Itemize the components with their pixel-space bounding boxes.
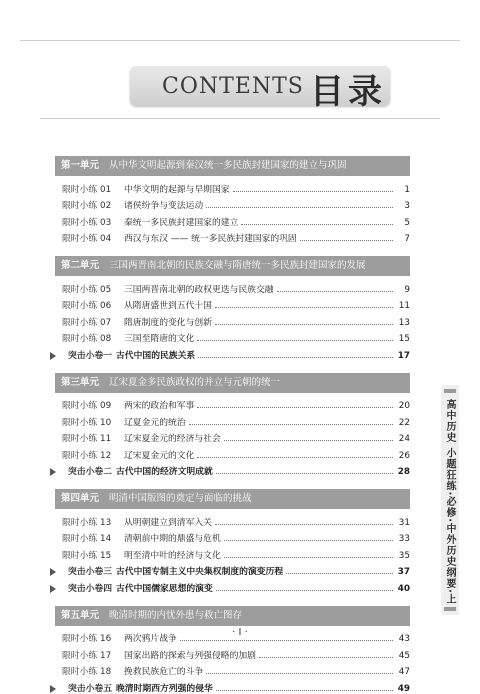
- toc-entry[interactable]: [62, 311, 410, 328]
- entry-title: 从明朝建立到清军入关: [124, 517, 212, 528]
- dot-leader: [189, 424, 393, 425]
- unit-header: [55, 489, 410, 509]
- entry-title: 古代中国的民族关系: [116, 350, 196, 361]
- dot-leader: [286, 573, 393, 574]
- entry-title: 古代中国专制主义中央集权制度的演变历程: [116, 567, 284, 577]
- entry-page-number: 9: [404, 284, 410, 295]
- triangle-marker-icon: [50, 352, 56, 360]
- entry-label: 限时小练 12: [62, 450, 112, 461]
- entry-label: [54, 564, 116, 577]
- dot-leader: [224, 557, 393, 558]
- dot-leader: [216, 473, 393, 474]
- unit-name: 第四单元: [61, 493, 100, 504]
- toc-entry-special[interactable]: [62, 461, 410, 478]
- entry-label: 限时小练 05: [62, 284, 112, 295]
- unit-entries: [55, 393, 410, 478]
- unit-name: 第一单元: [61, 160, 100, 171]
- toc-entry[interactable]: [62, 295, 410, 312]
- dot-leader: [197, 407, 393, 408]
- dot-leader: [300, 240, 393, 241]
- dot-leader: [180, 640, 393, 641]
- entry-title: 两宋的政治和军事: [124, 401, 195, 411]
- unit-entries: [55, 509, 410, 594]
- entry-label: 限时小练 10: [62, 417, 112, 428]
- entry-label: 限时小练 07: [62, 317, 112, 328]
- unit-title: 从中华文明起源到秦汉统一多民族封建国家的建立与巩固: [109, 160, 347, 171]
- entry-page-number: 33: [398, 534, 410, 544]
- entry-label: [54, 464, 116, 477]
- entry-title: 西汉与东汉 —— 统一多民族封建国家的巩固: [124, 234, 297, 244]
- unit-title: 辽宋夏金多民族政权的并立与元朝的统一: [109, 376, 281, 388]
- side-tab: [441, 385, 459, 615]
- entry-label: 限时小练 18: [62, 667, 112, 677]
- entry-title: 诸侯纷争与变法运动: [124, 201, 204, 211]
- entry-label: 限时小练 11: [62, 434, 112, 444]
- dot-leader: [259, 657, 393, 658]
- entry-label-text: 突击小卷五: [68, 683, 112, 694]
- toc-entry[interactable]: [62, 178, 410, 195]
- dot-leader: [241, 224, 393, 225]
- toc-entry-special[interactable]: [62, 677, 410, 694]
- unit-header: [55, 256, 410, 276]
- triangle-marker-icon: [50, 685, 56, 693]
- entry-page-number: 15: [398, 334, 410, 344]
- entry-title: 清朝前中期的鼎盛与危机: [124, 534, 221, 544]
- entry-page-number: 35: [398, 550, 410, 561]
- entry-page-number: 11: [398, 301, 410, 311]
- toc-entry[interactable]: [62, 278, 410, 295]
- entry-label-text: 突击小卷一: [68, 350, 112, 361]
- dot-leader: [206, 207, 393, 208]
- dot-leader: [198, 357, 393, 358]
- toc-entry[interactable]: [62, 328, 410, 345]
- dot-leader: [197, 457, 393, 458]
- entry-page-number: 47: [398, 667, 410, 677]
- toc-entry[interactable]: [62, 411, 410, 428]
- entry-label: 限时小练 13: [62, 517, 112, 528]
- toc-entry-special[interactable]: [62, 577, 410, 594]
- unit-header: [55, 373, 410, 393]
- toc-entry[interactable]: [62, 661, 410, 678]
- entry-page-number: 31: [398, 517, 410, 528]
- entry-title: 两次鸦片战争: [124, 634, 177, 644]
- unit-name: 第五单元: [61, 609, 100, 621]
- triangle-marker-icon: [50, 585, 56, 593]
- entry-page-number: 26: [398, 450, 410, 461]
- dot-leader: [215, 307, 393, 308]
- entry-page-number: 20: [398, 401, 410, 411]
- unit-header: [55, 606, 410, 626]
- toc-entry-special[interactable]: [62, 561, 410, 578]
- entry-title: 辽夏金元的统治: [124, 417, 186, 428]
- entry-page-number: 17: [397, 350, 410, 361]
- toc-entry[interactable]: [62, 528, 410, 545]
- side-tab-text: 高中历史 小题狂练·必修·中外历史纲要·上: [444, 399, 455, 605]
- entry-label: [54, 348, 116, 361]
- entry-title: 三国至隋唐的文化: [124, 334, 195, 344]
- toc-entry[interactable]: [62, 428, 410, 445]
- contents-word: CONTENTS: [162, 74, 304, 99]
- table-of-contents: [55, 156, 410, 694]
- entry-title: 明至清中叶的经济与文化: [124, 550, 221, 561]
- dot-leader: [277, 291, 393, 292]
- triangle-marker-icon: [50, 468, 56, 476]
- toc-entry[interactable]: [62, 395, 410, 412]
- entry-label: 限时小练 06: [62, 301, 112, 311]
- toc-entry[interactable]: [62, 644, 410, 661]
- triangle-marker-icon: [50, 568, 56, 576]
- entry-label-text: 突击小卷三: [68, 567, 112, 577]
- entry-page-number: 5: [404, 217, 410, 228]
- entry-page-number: 45: [398, 650, 410, 661]
- toc-entry[interactable]: [62, 511, 410, 528]
- toc-entry[interactable]: [62, 444, 410, 461]
- entry-page-number: 49: [397, 683, 410, 694]
- dot-leader: [224, 540, 393, 541]
- unit-header: [55, 156, 410, 176]
- entry-label: 限时小练 09: [62, 401, 112, 411]
- dot-leader: [206, 673, 393, 674]
- entry-page-number: 13: [398, 317, 410, 328]
- entry-page-number: 3: [404, 201, 410, 211]
- entry-title: 辽宋夏金元的经济与社会: [124, 434, 221, 444]
- dot-leader: [215, 524, 393, 525]
- toc-entry[interactable]: [62, 544, 410, 561]
- entry-page-number: 24: [398, 434, 410, 444]
- entry-title: 从隋唐盛世到五代十国: [124, 301, 212, 311]
- entry-title: 隋唐制度的变化与创新: [124, 317, 212, 328]
- entry-title: 国家出路的探索与列强侵略的加剧: [124, 650, 256, 661]
- entry-label: 限时小练 08: [62, 334, 112, 344]
- dot-leader: [216, 590, 393, 591]
- toc-entry-special[interactable]: [62, 344, 410, 361]
- toc-entry[interactable]: [62, 195, 410, 212]
- entry-title: 古代中国儒家思想的演变: [116, 583, 213, 594]
- unit-name: 第二单元: [61, 260, 100, 271]
- entry-page-number: 1: [404, 184, 410, 195]
- unit-title: 晚清时期的内忧外患与救亡图存: [109, 609, 243, 621]
- entry-label: 限时小练 01: [62, 184, 112, 195]
- entry-page-number: 40: [397, 583, 410, 594]
- entry-page-number: 22: [398, 417, 410, 428]
- entry-label: [54, 681, 116, 694]
- entry-label: 限时小练 02: [62, 201, 112, 211]
- page-number: · I ·: [232, 627, 248, 638]
- dot-leader: [224, 440, 393, 441]
- unit-entries: [55, 176, 410, 244]
- side-tab-bar-bottom: [444, 607, 456, 611]
- entry-page-number: 37: [397, 567, 410, 577]
- dot-leader: [215, 324, 393, 325]
- entry-label: 限时小练 15: [62, 550, 112, 561]
- entry-label: 限时小练 14: [62, 534, 112, 544]
- unit-name: 第三单元: [61, 376, 100, 388]
- entry-label: 限时小练 04: [62, 234, 112, 244]
- contents-header: [130, 62, 390, 112]
- mulu-title: 目录: [310, 72, 386, 112]
- entry-title: 辽宋夏金元的文化: [124, 450, 195, 461]
- entry-page-number: 7: [404, 234, 410, 244]
- entry-label-text: 突击小卷四: [68, 583, 112, 594]
- entry-title: 三国两晋南北朝的政权更迭与民族交融: [124, 284, 274, 295]
- unit-entries: [55, 276, 410, 361]
- entry-title: 古代中国的经济文明成就: [116, 467, 213, 477]
- unit-title: 明清中国版图的奠定与面临的挑战: [109, 493, 252, 504]
- dot-leader: [233, 191, 393, 192]
- entry-title: 中华文明的起源与早期国家: [124, 184, 230, 195]
- toc-entry[interactable]: [62, 228, 410, 245]
- entry-page-number: 43: [398, 634, 410, 644]
- entry-title: 晚清时期西方列强的侵华: [116, 683, 213, 694]
- entry-label: 限时小练 17: [62, 650, 112, 661]
- unit-title: 三国两晋南北朝的民族交融与隋唐统一多民族封建国家的发展: [109, 260, 366, 271]
- toc-entry[interactable]: [62, 211, 410, 228]
- entry-label-text: 突击小卷二: [68, 467, 112, 477]
- entry-page-number: 28: [397, 467, 410, 477]
- entry-title: 秦统一多民族封建国家的建立: [124, 217, 239, 228]
- entry-label: 限时小练 16: [62, 634, 112, 644]
- entry-label: 限时小练 03: [62, 217, 112, 228]
- entry-title: 挽救民族危亡的斗争: [124, 667, 204, 677]
- entry-label: [54, 581, 116, 594]
- dot-leader: [197, 340, 393, 341]
- dot-leader: [216, 690, 393, 691]
- side-tab-bar-top: [444, 389, 456, 393]
